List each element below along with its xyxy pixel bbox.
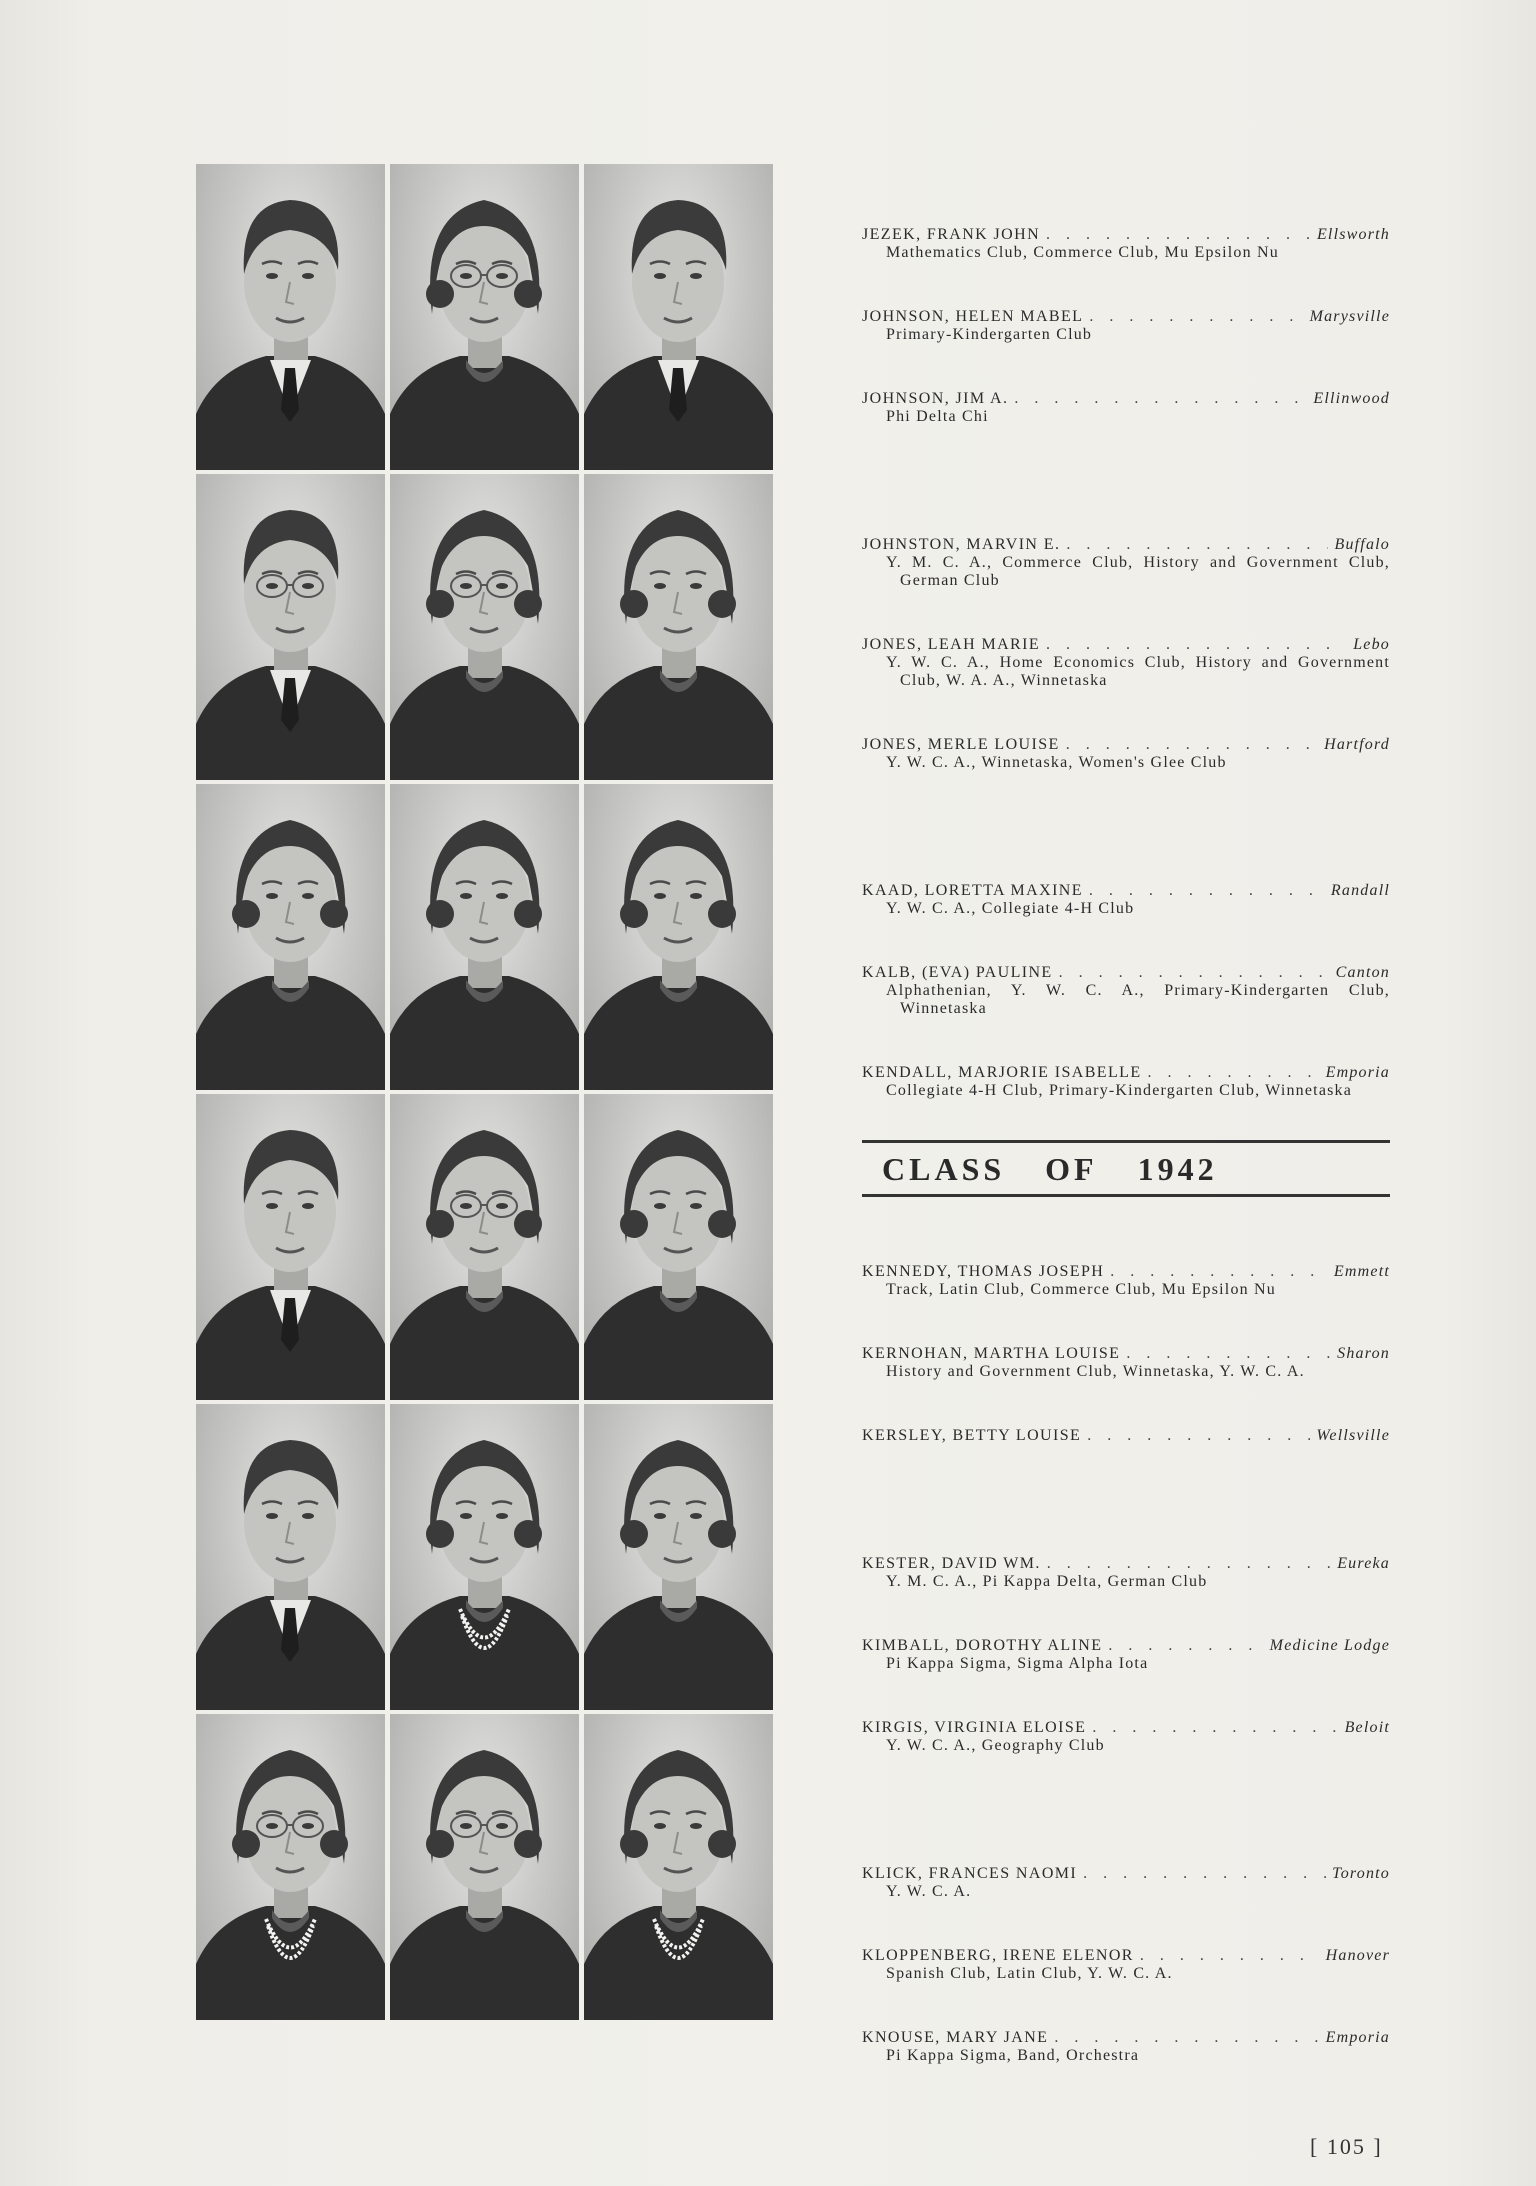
- hometown: Marysville: [1309, 308, 1390, 325]
- hometown: Ellsworth: [1316, 226, 1390, 243]
- hometown: Randall: [1330, 882, 1390, 899]
- hometown: Toronto: [1332, 1865, 1390, 1882]
- student-name: JEZEK, FRANK JOHN: [862, 226, 1041, 243]
- student-entry: [862, 226, 1390, 262]
- student-portrait: [196, 1714, 385, 2020]
- student-group: [862, 1263, 1390, 1445]
- dot-leader: [1059, 964, 1330, 982]
- student-portrait: [584, 784, 773, 1090]
- hometown: Buffalo: [1334, 536, 1390, 553]
- student-activities: Y. W. C. A., Winnetaska, Women's Glee Club: [886, 754, 1227, 771]
- student-portrait: [390, 1094, 579, 1400]
- dot-leader: [1108, 1637, 1263, 1655]
- dot-leader: [1066, 736, 1318, 754]
- student-activities: Spanish Club, Latin Club, Y. W. C. A.: [886, 1965, 1173, 1982]
- entry-header: [862, 1555, 1390, 1573]
- portrait-grid: [196, 164, 774, 2024]
- entry-header: [862, 226, 1390, 244]
- student-portrait: [390, 1404, 579, 1710]
- student-activities: Y. W. C. A., Geography Club: [886, 1737, 1105, 1754]
- hometown: Emmett: [1333, 1263, 1390, 1280]
- student-name: KESTER, DAVID WM.: [862, 1555, 1041, 1572]
- dot-leader: [1046, 226, 1311, 244]
- student-entry: [862, 636, 1390, 690]
- dot-leader: [1046, 636, 1347, 654]
- entry-header: [862, 1064, 1390, 1082]
- page-number: [ 105 ]: [1310, 2134, 1383, 2159]
- student-portrait: [390, 474, 579, 780]
- student-group: [862, 1555, 1390, 1755]
- student-entry: [862, 1555, 1390, 1591]
- dot-leader: [1140, 1947, 1320, 1965]
- dot-leader: [1066, 536, 1328, 554]
- dot-leader: [1089, 308, 1303, 326]
- student-entry: [862, 536, 1390, 590]
- student-activities: History and Government Club, Winnetaska, Y. W. C. A.: [886, 1363, 1305, 1380]
- student-entry: [862, 1345, 1390, 1381]
- portrait-row: [196, 164, 774, 470]
- entry-header: [862, 1947, 1390, 1965]
- hometown: Beloit: [1344, 1719, 1390, 1736]
- student-entry: [862, 736, 1390, 772]
- student-name: KLICK, FRANCES NAOMI: [862, 1865, 1078, 1882]
- student-portrait: [584, 164, 773, 470]
- dot-leader: [1148, 1064, 1320, 1082]
- hometown: Eureka: [1337, 1555, 1390, 1572]
- hometown: Hanover: [1325, 1947, 1390, 1964]
- student-portrait: [584, 474, 773, 780]
- student-activities: Y. W. C. A., Home Economics Club, History and Government Club, W. A. A., Winnetaska: [886, 654, 1390, 689]
- student-name: KIRGIS, VIRGINIA ELOISE: [862, 1719, 1087, 1736]
- hometown: Hartford: [1324, 736, 1390, 753]
- student-entry: [862, 882, 1390, 918]
- student-portrait: [196, 474, 385, 780]
- student-entry: [862, 308, 1390, 344]
- student-entry: [862, 1719, 1390, 1755]
- student-name: JOHNSON, JIM A.: [862, 390, 1009, 407]
- student-name: KNOUSE, MARY JANE: [862, 2029, 1049, 2046]
- entry-header: [862, 1865, 1390, 1883]
- student-name: KERNOHAN, MARTHA LOUISE: [862, 1345, 1121, 1362]
- student-entry: [862, 1947, 1390, 1983]
- student-activities: Collegiate 4-H Club, Primary-Kindergarten Club, Winnetaska: [886, 1082, 1353, 1099]
- student-portrait: [584, 1714, 773, 2020]
- student-portrait: [196, 1094, 385, 1400]
- student-entry: [862, 1865, 1390, 1901]
- student-group: [862, 226, 1390, 426]
- student-group: [862, 536, 1390, 772]
- student-activities: Y. W. C. A.: [886, 1883, 972, 1900]
- dot-leader: [1083, 1865, 1326, 1883]
- student-entry: [862, 2029, 1390, 2065]
- student-activities: Pi Kappa Sigma, Band, Orchestra: [886, 2047, 1140, 2064]
- student-portrait: [584, 1404, 773, 1710]
- class-heading-word: OF: [1045, 1151, 1098, 1187]
- class-of-1942-heading: [862, 1140, 1390, 1197]
- student-listing: [862, 226, 1390, 2175]
- dot-leader: [1089, 882, 1325, 900]
- student-portrait: [390, 1714, 579, 2020]
- hometown: Canton: [1335, 964, 1390, 981]
- hometown: Sharon: [1337, 1345, 1390, 1362]
- hometown: Lebo: [1353, 636, 1390, 653]
- class-heading-word: 1942: [1137, 1151, 1218, 1187]
- dot-leader: [1047, 1555, 1331, 1573]
- entry-header: [862, 1427, 1390, 1445]
- student-portrait: [196, 784, 385, 1090]
- student-portrait: [196, 164, 385, 470]
- portrait-row: [196, 1714, 774, 2020]
- hometown: Emporia: [1325, 2029, 1390, 2046]
- student-entry: [862, 1637, 1390, 1673]
- student-portrait: [390, 164, 579, 470]
- portrait-row: [196, 474, 774, 780]
- entry-header: [862, 1263, 1390, 1281]
- dot-leader: [1054, 2029, 1319, 2047]
- student-activities: Phi Delta Chi: [886, 408, 989, 425]
- student-activities: Primary-Kindergarten Club: [886, 326, 1093, 343]
- student-name: KERSLEY, BETTY LOUISE: [862, 1427, 1082, 1444]
- portrait-row: [196, 1404, 774, 1710]
- hometown: Emporia: [1325, 1064, 1390, 1081]
- student-entry: [862, 964, 1390, 1018]
- student-name: JOHNSTON, MARVIN E.: [862, 536, 1061, 553]
- dot-leader: [1087, 1427, 1310, 1445]
- student-name: KIMBALL, DOROTHY ALINE: [862, 1637, 1103, 1654]
- portrait-row: [196, 1094, 774, 1400]
- student-name: JONES, LEAH MARIE: [862, 636, 1041, 653]
- entry-header: [862, 1637, 1390, 1655]
- student-activities: Y. M. C. A., Pi Kappa Delta, German Club: [886, 1573, 1208, 1590]
- dot-leader: [1110, 1263, 1328, 1281]
- student-name: KAAD, LORETTA MAXINE: [862, 882, 1083, 899]
- student-portrait: [196, 1404, 385, 1710]
- entry-header: [862, 2029, 1390, 2047]
- student-name: KLOPPENBERG, IRENE ELENOR: [862, 1947, 1134, 1964]
- student-activities: Y. W. C. A., Collegiate 4-H Club: [886, 900, 1135, 917]
- dot-leader: [1126, 1345, 1331, 1363]
- student-name: JONES, MERLE LOUISE: [862, 736, 1060, 753]
- entry-header: [862, 964, 1390, 982]
- student-activities: Track, Latin Club, Commerce Club, Mu Epsilon Nu: [886, 1281, 1277, 1298]
- portrait-row: [196, 784, 774, 1090]
- student-entry: [862, 1427, 1390, 1445]
- student-activities: Y. M. C. A., Commerce Club, History and Government Club, German Club: [886, 554, 1390, 589]
- entry-header: [862, 1719, 1390, 1737]
- hometown: Wellsville: [1316, 1427, 1390, 1444]
- student-name: JOHNSON, HELEN MABEL: [862, 308, 1084, 325]
- hometown: Medicine Lodge: [1269, 1637, 1390, 1654]
- dot-leader: [1092, 1719, 1338, 1737]
- entry-header: [862, 736, 1390, 754]
- entry-header: [862, 390, 1390, 408]
- student-activities: Alphathenian, Y. W. C. A., Primary-Kindergarten Club, Winnetaska: [886, 982, 1390, 1017]
- student-portrait: [584, 1094, 773, 1400]
- student-entry: [862, 390, 1390, 426]
- student-entry: [862, 1263, 1390, 1299]
- entry-header: [862, 882, 1390, 900]
- entry-header: [862, 308, 1390, 326]
- hometown: Ellinwood: [1313, 390, 1390, 407]
- student-activities: Pi Kappa Sigma, Sigma Alpha Iota: [886, 1655, 1149, 1672]
- entry-header: [862, 536, 1390, 554]
- student-name: KENNEDY, THOMAS JOSEPH: [862, 1263, 1105, 1280]
- student-name: KENDALL, MARJORIE ISABELLE: [862, 1064, 1142, 1081]
- student-group: [862, 1865, 1390, 2065]
- entry-header: [862, 636, 1390, 654]
- dot-leader: [1014, 390, 1307, 408]
- entry-header: [862, 1345, 1390, 1363]
- student-group: [862, 882, 1390, 1100]
- student-portrait: [390, 784, 579, 1090]
- class-heading-word: CLASS: [882, 1151, 1006, 1187]
- student-name: KALB, (EVA) PAULINE: [862, 964, 1053, 981]
- student-activities: Mathematics Club, Commerce Club, Mu Epsilon Nu: [886, 244, 1279, 261]
- student-entry: [862, 1064, 1390, 1100]
